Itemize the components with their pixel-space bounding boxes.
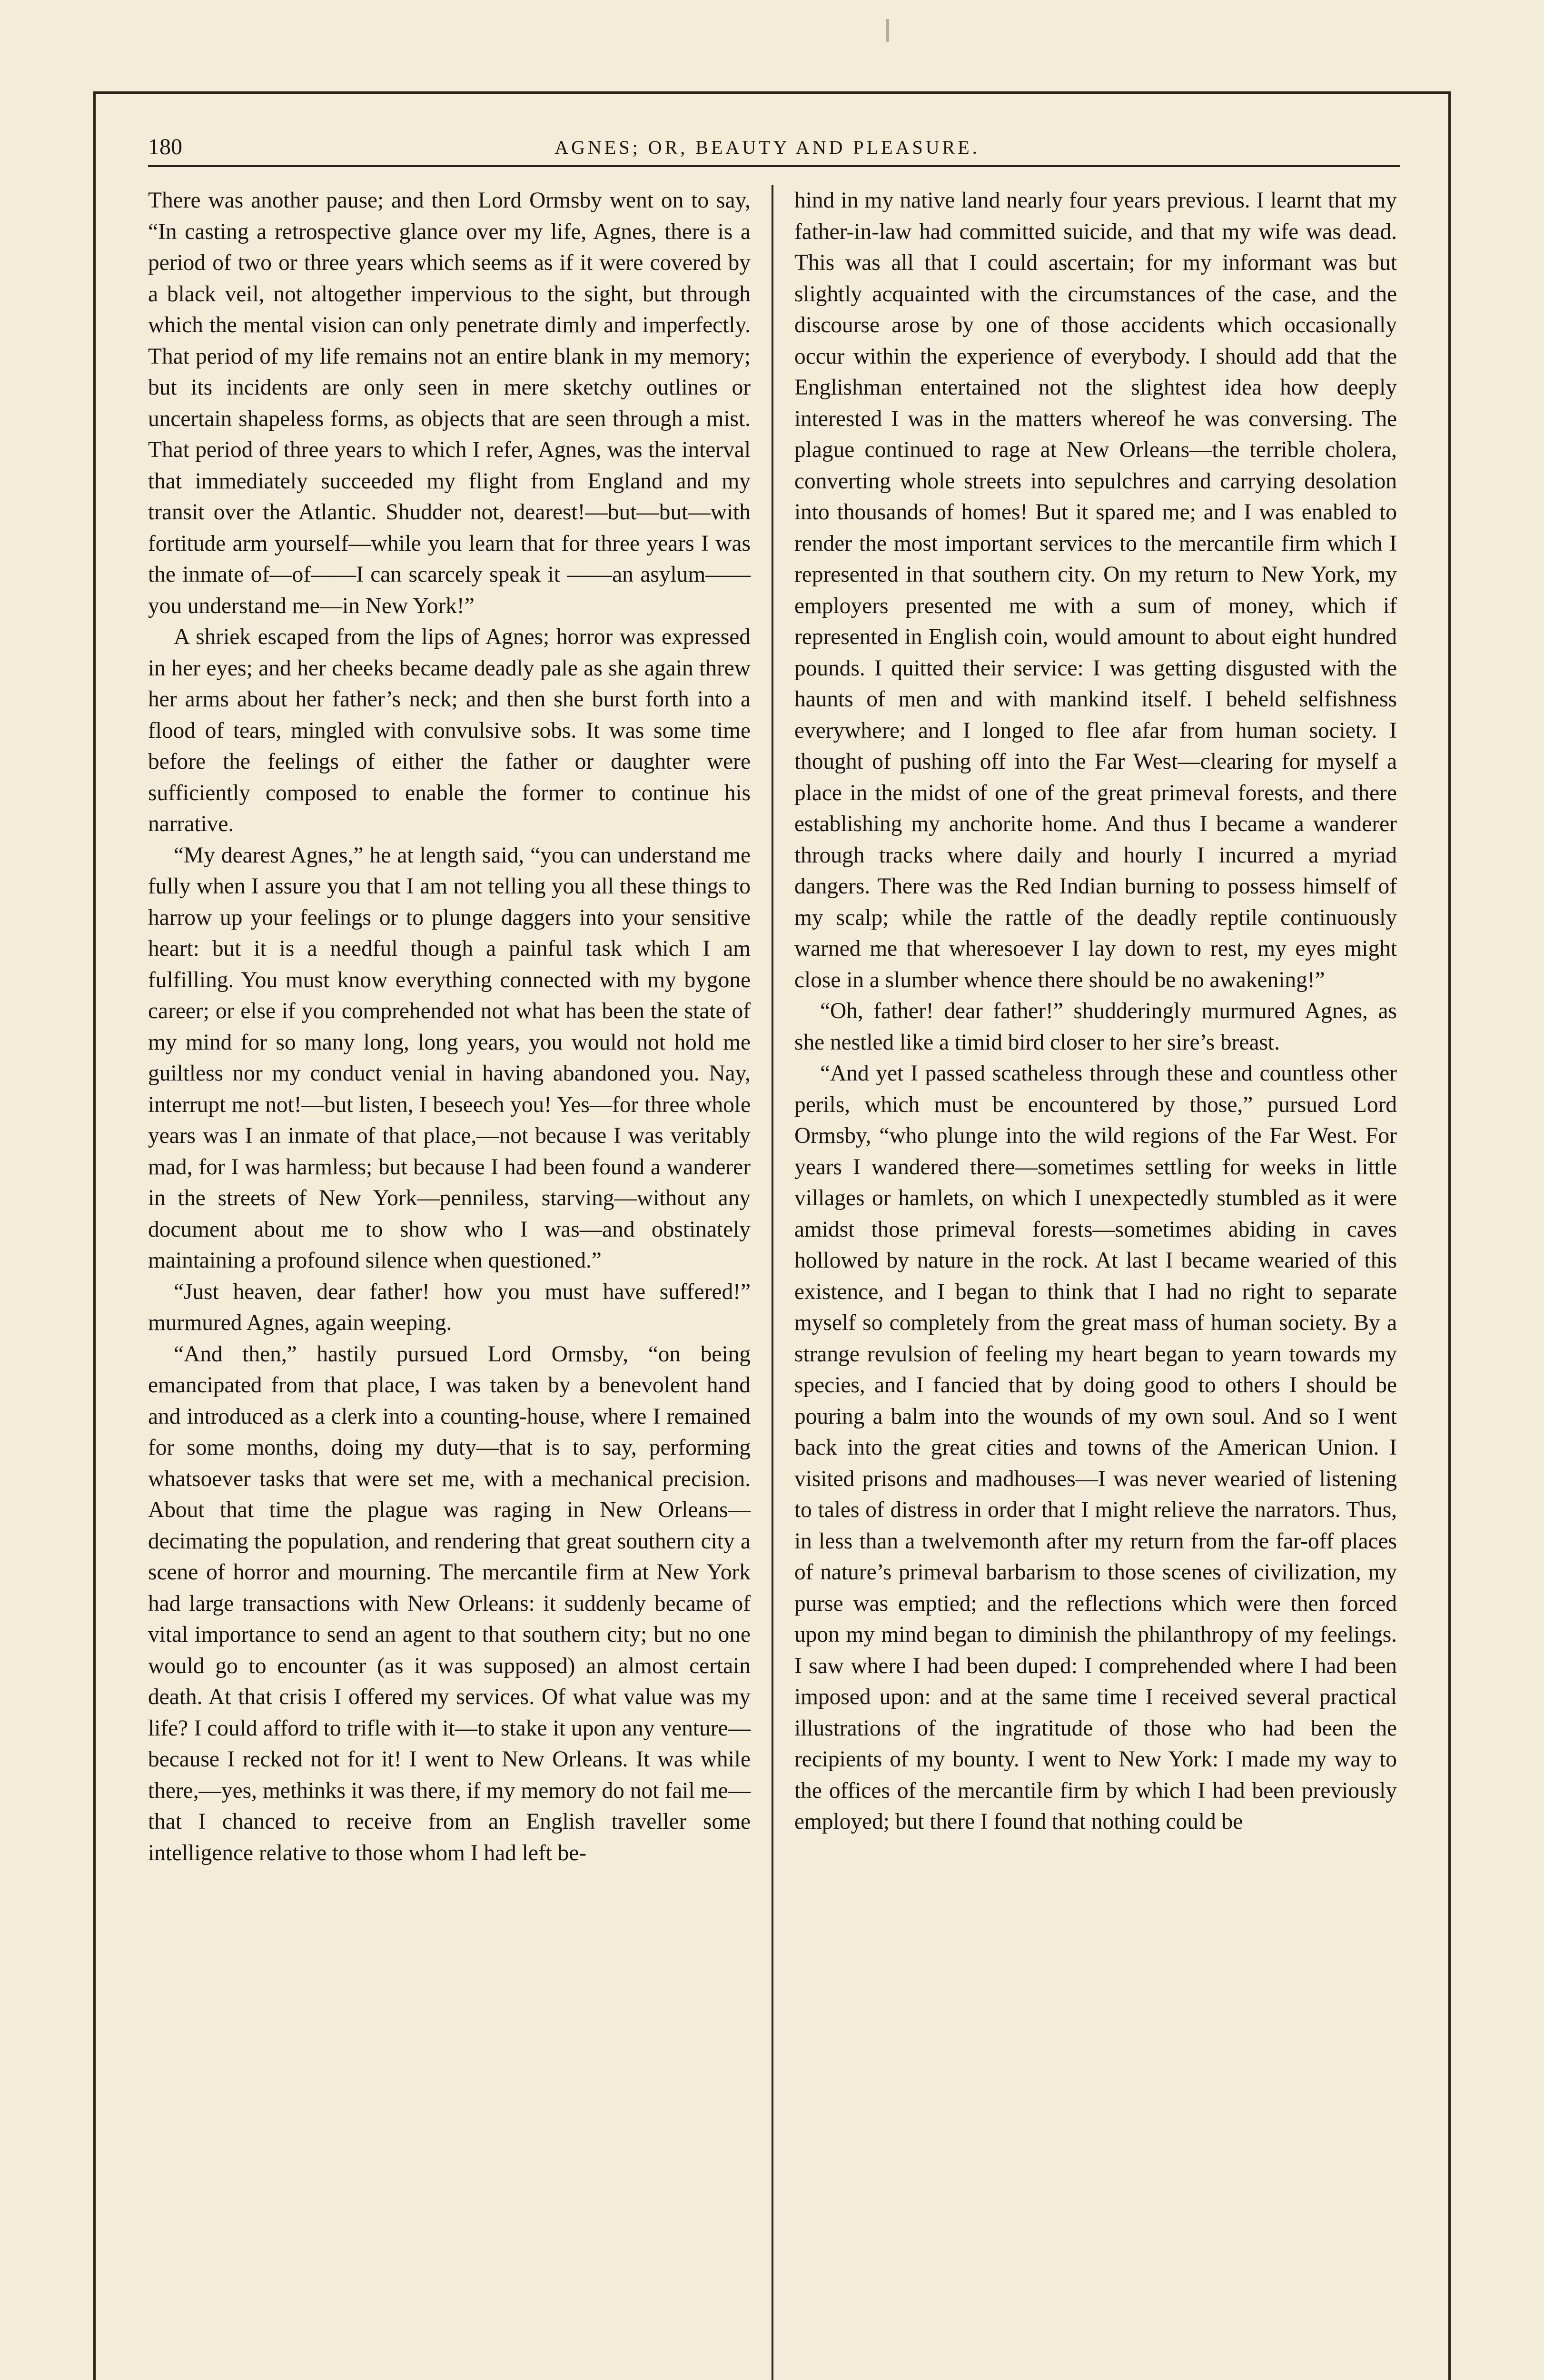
paragraph: A shriek escaped from the lips of Agnes; horror was expressed in her eyes; and her cheeks became deadly pale as she again threw her arms about her father’s neck; and then she burst forth into a flood of tears, mingled with convulsive sobs. It was some time before the feelings of either the father or daughter were sufficiently composed to enable the former to continue his narrative. xyxy=(148,625,751,836)
paragraph: “My dearest Agnes,” he at length said, “you can understand me fully when I assure you that I am not telling you all these things to harrow up your feelings or to plunge daggers into your sensitive heart: but it is a needful though a painful task which I am fulfilling. You must know everything connected with my bygone career; or else if you comprehended not what has been the state of my mind for so many long, long years, you would not hold me guiltless nor my conduct venial in having abandoned you. Nay, interrupt me not!—but listen, I beseech you! Yes—for three whole years was I an inmate of that place,—not because I was veritably mad, for I was harmless; but because I had been found a wanderer in the streets of New York—penniless, starving—without any document about me to show who I was—and obstinately maintaining a profound silence when questioned.” xyxy=(148,843,751,1273)
binding-mark xyxy=(886,19,889,42)
left-column xyxy=(148,185,762,2380)
paragraph: “Just heaven, dear father! how you must have suffered!” murmured Agnes, again weeping. xyxy=(148,1279,751,1335)
running-title: AGNES; OR, BEAUTY AND PLEASURE. xyxy=(554,137,980,158)
paragraph: “And yet I passed scatheless through these and countless other perils, which must be encountered by those,” pursued Lord Ormsby, “who plunge into the wild regions of the Far West. For years I wandered there—sometimes settling for weeks in little villages or hamlets, on which I unexpectedly stumbled as it were amidst those primeval forests—sometimes abiding in caves hollowed by nature in the rock. At last I became wearied of this existence, and I began to think that I had no right to separate myself so completely from the great mass of human society. By a strange revulsion of feeling my heart began to yearn towards my species, and I fancied that by doing good to others I should be pouring a balm into the wounds of my own soul. And so I went back into the great cities and towns of the American Union. I visited prisons and madhouses—I was never wearied of listening to tales of distress in order that I might relieve the narrators. Thus, in less than a twelvemonth after my return from the far-off places of nature’s primeval barbarism to those scenes of civilization, my purse was emptied; and the reflections which were then forced upon my mind began to diminish the philanthropy of my feelings. I saw where I had been duped: I comprehended where I had been imposed upon: and at the same time I received several practical illustrations of the ingratitude of those who had been the recipients of my bounty. I went to New York: I made my way to the offices of the mercantile firm by which I had been previously employed; but there I found that nothing could be xyxy=(794,1061,1397,1834)
right-column xyxy=(783,185,1397,2380)
page-number: 180 xyxy=(148,134,182,159)
page-frame xyxy=(93,91,1451,2380)
paragraph: hind in my native land nearly four years previous. I learnt that my father-in-law had committed suicide, and that my wife was dead. This was all that I could ascertain; for my informant was but slightly acquainted with the circumstances of the case, and the discourse arose by one of those accidents which occasionally occur within the experience of everybody. I should add that the Englishman entertained not the slightest idea how deeply interested I was in the matters whereof he was conversing. The plague continued to rage at New Orleans—the terrible cholera, converting whole streets into sepulchres and carrying desolation into thousands of homes! But it spared me; and I was enabled to render the most important services to the mercantile firm which I represented in that southern city. On my return to New York, my employers presented me with a sum of money, which if represented in English coin, would amount to about eight hundred pounds. I quitted their service: I was getting disgusted with the haunts of men and with mankind itself. I beheld selfishness everywhere; and I longed to flee afar from human society. I thought of pushing off into the Far West—clearing for myself a place in the midst of one of the great primeval forests, and there establishing my anchorite home. And thus I became a wanderer through tracks where daily and hourly I incurred a myriad dangers. There was the Red Indian burning to possess himself of my scalp; while the rattle of the deadly reptile continuously warned me that wheresoever I lay down to rest, my eyes might close in a slumber whence there should be no awakening!” xyxy=(794,188,1397,992)
text-columns xyxy=(148,185,1400,2380)
column-divider xyxy=(772,185,773,2380)
page-header xyxy=(148,122,1400,167)
paragraph: “And then,” hastily pursued Lord Ormsby, “on being emancipated from that place, I was taken by a benevolent hand and introduced as a clerk into a counting-house, where I remained for some months, doing my duty—that is to say, performing whatsoever tasks that were set me, with a mechanical precision. About that time the plague was raging in New Orleans—decimating the population, and rendering that great southern city a scene of horror and mourning. The mercantile firm at New York had large transactions with New Orleans: it suddenly became of vital importance to send an agent to that southern city; but no one would go to encounter (as it was supposed) an almost certain death. At that crisis I offered my services. Of what value was my life? I could afford to trifle with it—to stake it upon any venture—because I recked not for it! I went to New Orleans. It was while there,—yes, methinks it was there, if my memory do not fail me—that I chanced to receive from an English traveller some intelligence relative to those whom I had left be- xyxy=(148,1341,751,1865)
paragraph: There was another pause; and then Lord Ormsby went on to say, “In casting a retrospective glance over my life, Agnes, there is a period of two or three years which seems as if it were covered by a black veil, not altogether impervious to the sight, but through which the mental vision can only penetrate dimly and imperfectly. That period of my life remains not an entire blank in my memory; but its incidents are only seen in mere sketchy outlines or uncertain shapeless forms, as objects that are seen through a mist. That period of three years to which I refer, Agnes, was the interval that immediately succeeded my flight from England and my transit over the Atlantic. Shudder not, dearest!—but—but—with fortitude arm yourself—while you learn that for three years I was the inmate of—of——I can scarcely speak it ——an asylum——you understand me—in New York!” xyxy=(148,188,751,618)
paragraph: “Oh, father! dear father!” shudderingly murmured Agnes, as she nestled like a timid bird closer to her sire’s breast. xyxy=(794,999,1397,1055)
